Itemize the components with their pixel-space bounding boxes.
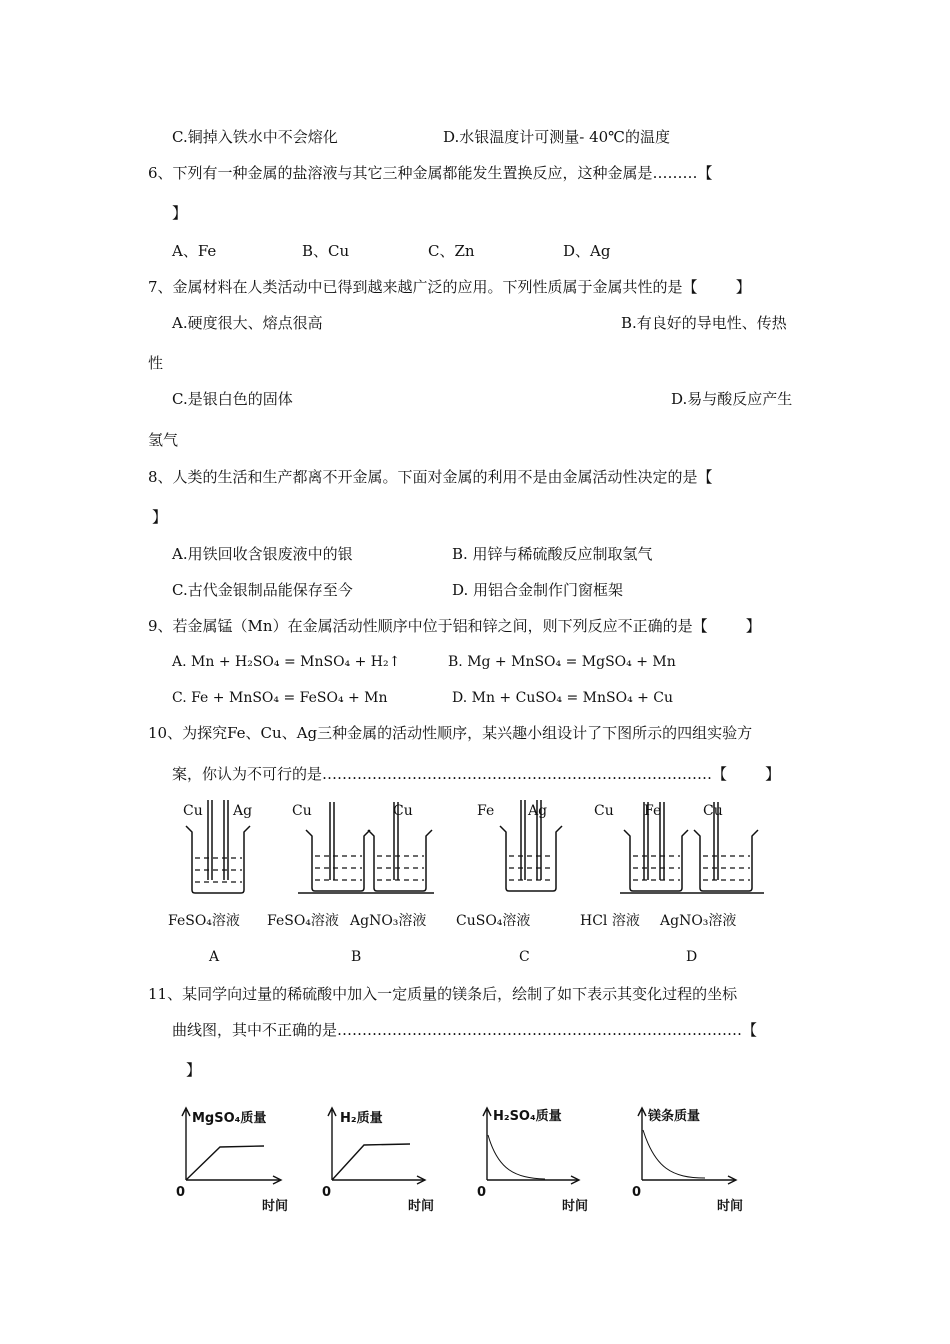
q7-option-d: D.易与酸反应产生 [671, 390, 793, 408]
metal-label: Cu [703, 803, 723, 819]
solution-label: HCl 溶液 [580, 913, 640, 929]
q6-option-c: C、Zn [428, 242, 475, 260]
q11-bracket-end: 】 [186, 1061, 202, 1079]
q10-stem: 10、为探究Fe、Cu、Ag三种金属的活动性顺序，某兴趣小组设计了下图所示的四组实验方 [148, 724, 753, 742]
metal-label: Cu [594, 803, 614, 819]
graph-origin: 0 [632, 1185, 642, 1200]
metal-label: Fe [644, 803, 662, 819]
q6-bracket-end: 】 [172, 204, 188, 222]
beaker-d [620, 802, 764, 893]
beaker-b [298, 802, 434, 893]
q9-option-b: B. Mg + MnSO₄ = MgSO₄ + Mn [448, 654, 676, 670]
q6-stem: 6、下列有一种金属的盐溶液与其它三种金属都能发生置换反应，这种金属是………【 [148, 164, 713, 182]
q7-option-a: A.硬度很大、熔点很高 [172, 314, 323, 332]
q7-option-c: C.是银白色的固体 [172, 390, 293, 408]
metal-label: Fe [477, 803, 495, 819]
graph-xlabel: 时间 [717, 1199, 744, 1214]
graph-xlabel: 时间 [262, 1199, 289, 1214]
q8-bracket-end: 】 [152, 508, 168, 526]
q9-option-c: C. Fe + MnSO₄ = FeSO₄ + Mn [172, 690, 388, 706]
graph-xlabel: 时间 [408, 1199, 435, 1214]
graph-origin: 0 [176, 1185, 186, 1200]
metal-label: Cu [183, 803, 203, 819]
q8-stem: 8、人类的生活和生产都离不开金属。下面对金属的利用不是由金属活动性决定的是【 [148, 468, 713, 486]
option-letter: A [209, 949, 220, 965]
q9-stem: 9、若金属锰（Mn）在金属活动性顺序中位于铝和锌之间，则下列反应不正确的是【 】 [148, 617, 761, 635]
q8-option-d: D. 用铝合金制作门窗框架 [452, 581, 624, 599]
q11-stem: 11、某同学向过量的稀硫酸中加入一定质量的镁条后，绘制了如下表示其变化过程的坐标 [148, 985, 738, 1003]
solution-label: FeSO₄溶液 [168, 913, 240, 929]
option-letter: D [686, 949, 698, 965]
q8-option-a: A.用铁回收含银废液中的银 [172, 545, 353, 563]
graph-ylabel: H₂SO₄质量 [493, 1109, 562, 1124]
q7-option-b-wrap: 性 [148, 354, 164, 372]
q10-stem-cont: 案，你认为不可行的是……………………………………………………………………【 】 [172, 765, 781, 783]
q11-stem-cont: 曲线图，其中不正确的是………………………………………………………………………【 [172, 1021, 758, 1039]
q7-stem: 7、金属材料在人类活动中已得到越来越广泛的应用。下列性质属于金属共性的是【 】 [148, 278, 751, 296]
option-letter: B [351, 949, 362, 965]
q5-option-c: C.铜掉入铁水中不会熔化 [172, 128, 338, 146]
q5-option-d: D.水银温度计可测量- 40℃的温度 [443, 128, 670, 146]
graph-origin: 0 [477, 1185, 487, 1200]
q8-option-c: C.古代金银制品能保存至今 [172, 581, 353, 599]
q6-option-b: B、Cu [302, 242, 350, 260]
metal-label: Cu [393, 803, 413, 819]
q6-option-a: A、Fe [172, 242, 217, 260]
graph-xlabel: 时间 [562, 1199, 589, 1214]
graph-origin: 0 [322, 1185, 332, 1200]
solution-label: AgNO₃溶液 [660, 913, 737, 929]
graph-ylabel: 镁条质量 [648, 1109, 701, 1124]
option-letter: C [519, 949, 530, 965]
metal-label: Cu [292, 803, 312, 819]
metal-label: Ag [528, 803, 548, 819]
solution-label: AgNO₃溶液 [350, 913, 427, 929]
q7-option-b: B.有良好的导电性、传热 [621, 314, 787, 332]
q9-option-a: A. Mn + H₂SO₄ = MnSO₄ + H₂↑ [172, 654, 401, 670]
q9-option-d: D. Mn + CuSO₄ = MnSO₄ + Cu [452, 690, 674, 706]
q6-option-d: D、Ag [563, 242, 611, 260]
solution-label: CuSO₄溶液 [456, 913, 531, 929]
graph-ylabel: H₂质量 [340, 1111, 383, 1126]
solution-label: FeSO₄溶液 [267, 913, 339, 929]
metal-label: Ag [233, 803, 253, 819]
graph-ylabel: MgSO₄质量 [192, 1111, 267, 1126]
q8-option-b: B. 用锌与稀硫酸反应制取氢气 [452, 545, 653, 563]
q7-option-d-wrap: 氢气 [148, 431, 179, 449]
